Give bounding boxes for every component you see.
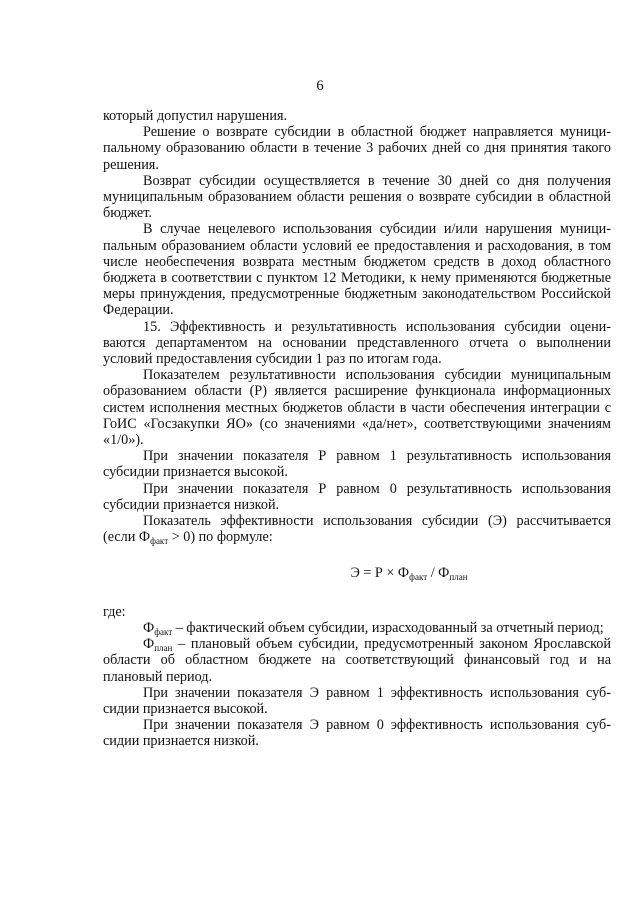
formula-intro-before: (если Ф [103, 529, 151, 546]
document-body [103, 108, 611, 750]
formula-sub-fact: факт [409, 572, 428, 583]
formula-intro-text: Показатель эффективности использования субсидии (Э) рассчитывается [143, 513, 611, 530]
definition-subscript: план [154, 643, 173, 654]
paragraph: Возврат субсидии осуществляется в течение 30 дней со дня получения муниципальным образованием области решения о возврате субсидии в областной бюджет. [103, 172, 611, 222]
definition-text: – фактический объем субсидии, израсходованный за отчетный период; [172, 619, 604, 636]
paragraph: Показателем результативности использования субсидии муниципальным образованием области (Р) является расширение функционала информационных систем исполнения местных бюджетов области в части обеспечения интеграции с ГоИС «Госзакупки ЯО» (со значениями «да/нет», соответствующими значениям «1/0»). [103, 367, 611, 449]
paragraph: При значении показателя Р равном 1 результативность использования субсидии признается высокой. [103, 448, 611, 481]
efficiency-formula [103, 565, 611, 581]
page-number: 6 [316, 78, 324, 94]
definition-symbol: Ф [143, 619, 155, 636]
definition-symbol: Ф [143, 636, 155, 653]
where-label: где: [103, 603, 126, 620]
formula-intro [103, 513, 611, 545]
paragraph: При значении показателя Э равном 1 эффективность использования субсидии признается высокой. [103, 684, 611, 717]
formula-intro-subscript: факт [150, 536, 169, 547]
paragraph: Решение о возврате субсидии в областной бюджет направляется муниципальному образованию области в течение 3 рабочих дней со дня принятия такого решения. [103, 124, 611, 173]
formula-intro-after: > 0) по формуле: [168, 529, 273, 546]
definition-plan [103, 636, 611, 685]
paragraph: При значении показателя Э равном 0 эффективность использования субсидии признается низкой. [103, 717, 611, 750]
formula-sub-plan: план [449, 572, 468, 583]
definition-text: – плановый объем субсидии, предусмотренный законом Ярославской области об областном бюджете на соответствующий финансовый год и на плановый период. [103, 636, 611, 685]
formula-lhs: Э = Р × Ф [350, 565, 410, 582]
formula-mid: / Ф [427, 565, 450, 582]
paragraph: 15. Эффективность и результативность использования субсидии оцениваются департаментом на основании представленного отчета о выполнении условий предоставления субсидии 1 раз по итогам года. [103, 318, 611, 368]
definition-subscript: факт [154, 626, 173, 637]
paragraph: В случае нецелевого использования субсидии и/или нарушения муниципальным образованием области условий ее предоставления и расходования, в том числе необеспечения возврата местным бюджетом средств в доход областного бюджета в соответствии с пунктом 12 Методики, к нему применяются бюджетные меры принуждения, предусмотренные бюджетным законодательством Российской Федерации. [103, 221, 611, 319]
paragraph: При значении показателя Р равном 0 результативность использования субсидии признается низкой. [103, 480, 611, 513]
definition-fact [103, 620, 611, 636]
paragraph: который допустил нарушения. [103, 108, 288, 124]
